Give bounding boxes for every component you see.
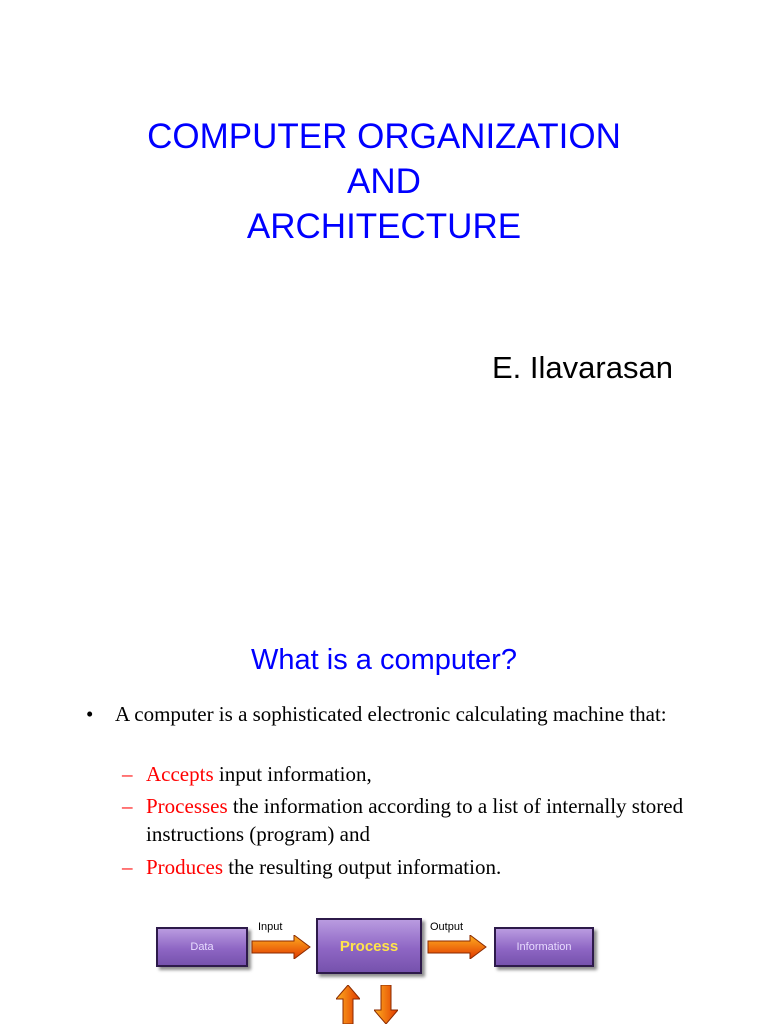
information-box: Information [494, 927, 594, 967]
process-box: Process [316, 918, 422, 974]
dash-icon: – [122, 855, 133, 879]
input-arrow-icon [250, 935, 312, 959]
slide2-title: What is a computer? [251, 644, 517, 676]
title-line-2: AND [347, 162, 421, 201]
keyword-produces: Produces [146, 855, 223, 879]
process-diagram [150, 915, 610, 1024]
dash-icon: – [122, 794, 133, 818]
keyword-processes: Processes [146, 794, 228, 818]
output-arrow-icon [426, 935, 488, 959]
input-label: Input [258, 921, 283, 933]
output-label: Output [430, 921, 464, 933]
title-line-1: COMPUTER ORGANIZATION [147, 117, 621, 156]
sub-item-text: input information, [213, 762, 372, 786]
sub-item-produces [122, 853, 712, 881]
down-arrow-icon [374, 985, 398, 1024]
sub-item-text: the information according to a list of internally stored instructions (program) and [146, 794, 684, 846]
sub-item-processes [122, 792, 712, 848]
slide1-title [0, 114, 768, 249]
dash-icon: – [122, 762, 133, 786]
bullet-dot-icon: • [86, 702, 94, 726]
sub-item-accepts [122, 760, 712, 788]
title-line-3: ARCHITECTURE [246, 207, 522, 246]
data-box: Data [156, 927, 248, 967]
bullet-point [88, 700, 698, 728]
up-arrow-icon [336, 985, 360, 1024]
keyword-accepts: Accepts [146, 762, 214, 786]
author-name: E. Ilavarasan [492, 350, 673, 385]
sub-item-text: the resulting output information. [223, 855, 502, 879]
bullet-text: A computer is a sophisticated electronic calculating machine that: [115, 702, 667, 726]
